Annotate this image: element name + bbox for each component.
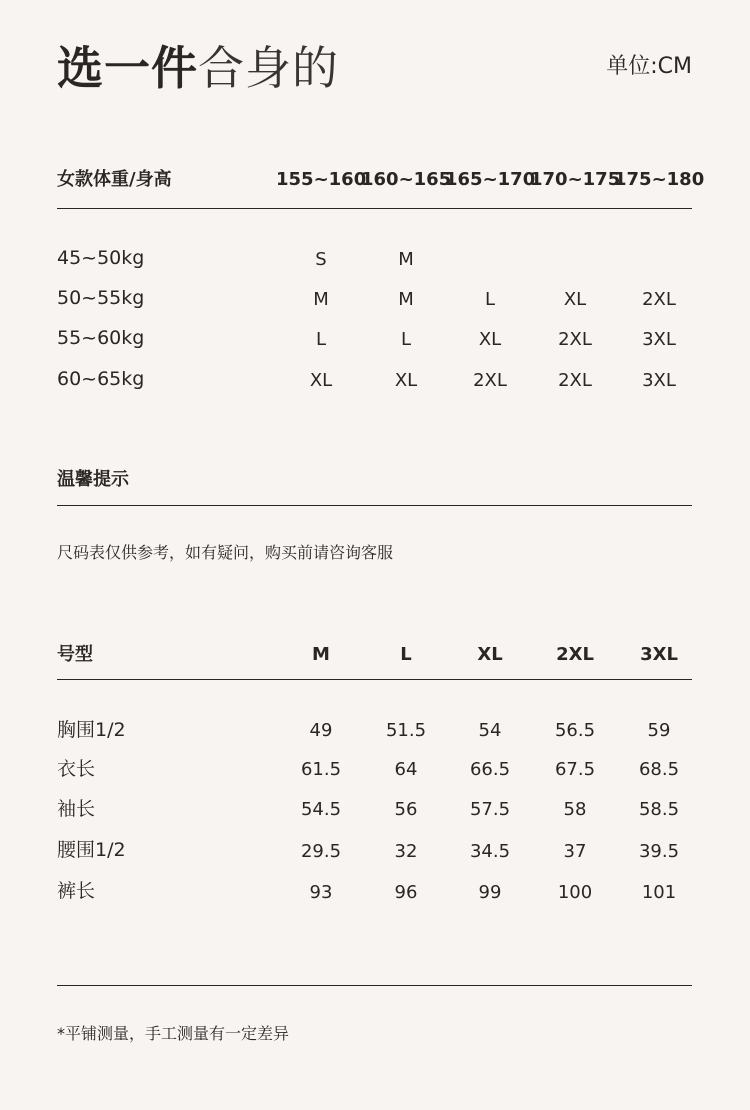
measure-col-header: L: [400, 644, 412, 665]
table-cell: 56: [394, 799, 418, 820]
recommend-header-label: 女款体重/身高: [57, 169, 172, 190]
row-label: 55~60kg: [57, 327, 145, 349]
recommend-col-header: 165~170: [445, 169, 536, 190]
table-cell: 29.5: [300, 841, 342, 862]
table-cell: 96: [394, 882, 418, 903]
divider: [57, 208, 692, 209]
table-cell: XL: [309, 370, 333, 391]
table-cell: L: [484, 289, 496, 310]
table-cell: 49: [309, 720, 333, 741]
table-cell: 66.5: [469, 759, 511, 780]
row-label: 胸围1/2: [57, 719, 126, 741]
table-cell: 93: [309, 882, 333, 903]
recommend-col-header: 175~180: [614, 169, 705, 190]
footer-note: *平铺测量，手工测量有一定差异: [57, 1024, 290, 1043]
row-label: 50~55kg: [57, 287, 145, 309]
table-cell: 2XL: [558, 329, 592, 350]
table-cell: M: [398, 289, 414, 310]
table-cell: 2XL: [642, 289, 676, 310]
table-cell: 34.5: [469, 841, 511, 862]
title-light: 合身的: [198, 41, 339, 95]
measure-col-header: XL: [477, 644, 503, 665]
row-label: 裤长: [57, 880, 96, 902]
table-cell: 3XL: [642, 329, 676, 350]
table-cell: 99: [478, 882, 502, 903]
title-bold: 选一件: [57, 41, 198, 95]
table-cell: 32: [394, 841, 418, 862]
tips-text: 尺码表仅供参考，如有疑问，购买前请咨询客服: [57, 543, 394, 562]
page-title: [57, 38, 339, 98]
tips-heading: 温馨提示: [57, 469, 129, 490]
measure-col-header: M: [312, 644, 330, 665]
recommend-col-header: 160~165: [361, 169, 452, 190]
measure-header-label: 号型: [57, 644, 93, 665]
table-cell: 57.5: [469, 799, 511, 820]
table-cell: 56.5: [554, 720, 596, 741]
table-cell: 68.5: [638, 759, 680, 780]
table-cell: 3XL: [642, 370, 676, 391]
table-cell: 58: [563, 799, 587, 820]
measure-col-header: 3XL: [640, 644, 678, 665]
row-label: 腰围1/2: [57, 839, 126, 861]
table-cell: XL: [563, 289, 587, 310]
table-cell: M: [313, 289, 329, 310]
table-cell: 51.5: [385, 720, 427, 741]
table-cell: 54: [478, 720, 502, 741]
table-cell: 58.5: [638, 799, 680, 820]
table-cell: 101: [641, 882, 677, 903]
row-label: 衣长: [57, 758, 96, 780]
row-label: 袖长: [57, 798, 96, 820]
unit-label: 单位:CM: [606, 54, 692, 79]
table-cell: 54.5: [300, 799, 342, 820]
row-label: 45~50kg: [57, 247, 145, 269]
table-cell: S: [315, 249, 327, 270]
table-cell: 2XL: [558, 370, 592, 391]
table-cell: XL: [394, 370, 418, 391]
table-cell: 37: [563, 841, 587, 862]
table-cell: XL: [478, 329, 502, 350]
table-cell: 2XL: [473, 370, 507, 391]
table-cell: 100: [557, 882, 593, 903]
divider: [57, 679, 692, 680]
table-cell: 67.5: [554, 759, 596, 780]
divider: [57, 985, 692, 986]
table-cell: M: [398, 249, 414, 270]
row-label: 60~65kg: [57, 368, 145, 390]
table-cell: 59: [647, 720, 671, 741]
table-cell: 64: [394, 759, 418, 780]
measure-col-header: 2XL: [556, 644, 594, 665]
table-cell: 39.5: [638, 841, 680, 862]
recommend-col-header: 170~175: [530, 169, 621, 190]
recommend-col-header: 155~160: [276, 169, 367, 190]
table-cell: 61.5: [300, 759, 342, 780]
table-cell: L: [400, 329, 412, 350]
divider: [57, 505, 692, 506]
table-cell: L: [315, 329, 327, 350]
